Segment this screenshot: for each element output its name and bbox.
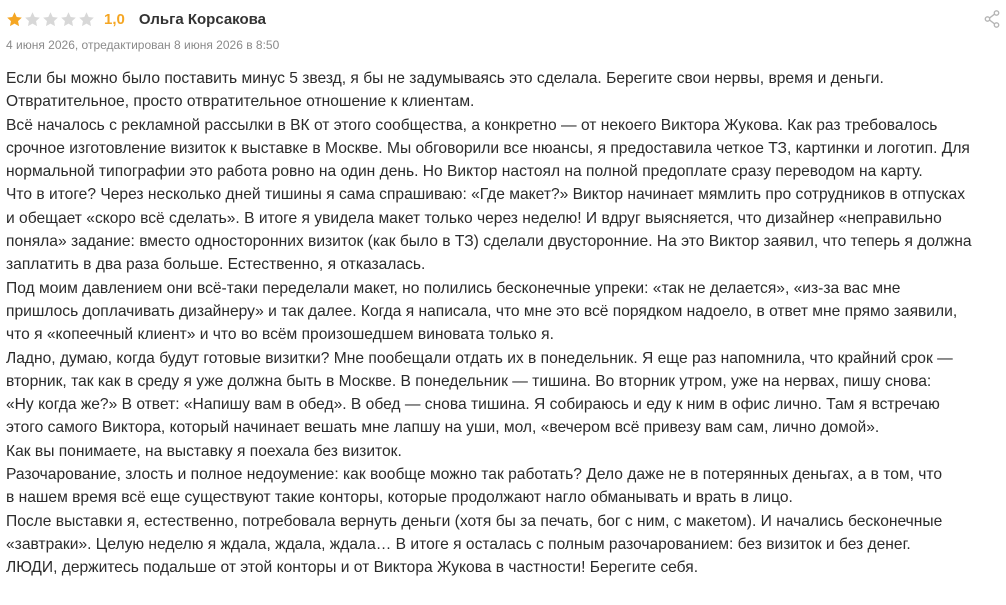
star-empty-icon xyxy=(78,11,95,28)
review-text-line: После выставки я, естественно, потребовала вернуть деньги (хотя бы за печать, бог с ним, с макетом). И начались бесконечные xyxy=(6,512,943,530)
review-text-line: Ладно, думаю, когда будут готовые визитки? Мне пообещали отдать их в понедельник. Я еще раз напомнила, что крайний срок — xyxy=(6,349,953,367)
review-text-line: Если бы можно было поставить минус 5 звезд, я бы не задумываясь это сделала. Берегите свои нервы, время и деньги. xyxy=(6,70,884,87)
review-text xyxy=(6,67,998,580)
review-text-line: пришлось доплачивать дизайнеру» и так далее. Когда я написала, что мне это всё порядком надоело, в ответ мне прямо заявили, xyxy=(6,302,958,320)
review-text-line: вторник, так как в среду я уже должна быть в Москве. В понедельник — тишина. Во вторник утром, уже на нервах, пишу снова: xyxy=(6,372,932,390)
review-text-line: Отвратительное, просто отвратительное отношение к клиентам. xyxy=(6,93,475,111)
rating-value: 1,0 xyxy=(104,10,125,28)
review-card xyxy=(6,0,1002,605)
review-text-line: в нашем время всё еще существуют такие конторы, которые продолжают нагло обманывать и врать в лицо. xyxy=(6,489,793,507)
review-text-line: Что в итоге? Через несколько дней тишины я сама спрашиваю: «Где макет?» Виктор начинает мямлить про сотрудников в отпусках xyxy=(6,186,966,204)
review-text-line: Всё началось с рекламной рассылки в ВК от этого сообщества, а конкретно — от некоего Виктора Жукова. Как раз требовалось xyxy=(6,116,938,134)
star-filled-icon xyxy=(6,11,23,28)
review-text-line: поняла» задание: вместо односторонних визиток (как было в ТЗ) сделали двусторонние. На это Виктор заявил, что теперь я должна xyxy=(6,233,972,251)
review-text-line: и обещает «скоро всё сделать». В итоге я увидела макет только через неделю! И вдруг выясняется, что дизайнер «неправильно xyxy=(6,209,942,227)
star-empty-icon xyxy=(42,11,59,28)
review-text-line: срочное изготовление визиток к выставке в Москве. Мы обговорили все нюансы, я предоставила четкое ТЗ, картинки и логотип. Для xyxy=(6,139,970,157)
author-name[interactable]: Ольга Корсакова xyxy=(138,10,267,28)
share-icon[interactable] xyxy=(984,10,1000,28)
review-text-line: ЛЮДИ, держитесь подальше от этой конторы и от Виктора Жукова в частности! Берегите себя. xyxy=(6,559,699,577)
review-text-line: Как вы понимаете, на выставку я поехала без визиток. xyxy=(6,442,402,460)
review-text-line: этого самого Виктора, который начинает вешать мне лапшу на уши, мол, «вечером всё привезу вам сам, лично домой». xyxy=(6,419,880,437)
star-empty-icon xyxy=(24,11,41,28)
review-text-line: Разочарование, злость и полное недоумение: как вообще можно так работать? Дело даже не в потерянных деньгах, а в том, что xyxy=(6,466,943,484)
review-text-line: Под моим давлением они всё-таки переделали макет, но полились бесконечные упреки: «так не делается», «из-за вас мне xyxy=(6,279,901,297)
star-empty-icon xyxy=(60,11,77,28)
rating-stars xyxy=(6,11,95,28)
review-text-line: «Ну когда же?» В ответ: «Напишу вам в обед». В обед — снова тишина. Я собираюсь и еду к ним в офис лично. Там я встречаю xyxy=(6,396,940,414)
review-date: 4 июня 2026, отредактирован 8 июня 2026 в 8:50 xyxy=(6,38,280,52)
review-text-line: «завтраки». Целую неделю я ждала, ждала, ждала… В итоге я осталась с полным разочарованием: без визиток и без денег. xyxy=(6,535,911,553)
review-text-line: нормальной типографии это работа ровно на один день. Но Виктор настоял на полной предоплате сразу переводом на карту. xyxy=(6,163,923,181)
review-header xyxy=(6,8,266,30)
review-text-line: заплатить в два раза больше. Естественно, я отказалась. xyxy=(6,256,426,274)
review-text-line: что я «копеечный клиент» и что во всём произошедшем виновата только я. xyxy=(6,326,554,344)
